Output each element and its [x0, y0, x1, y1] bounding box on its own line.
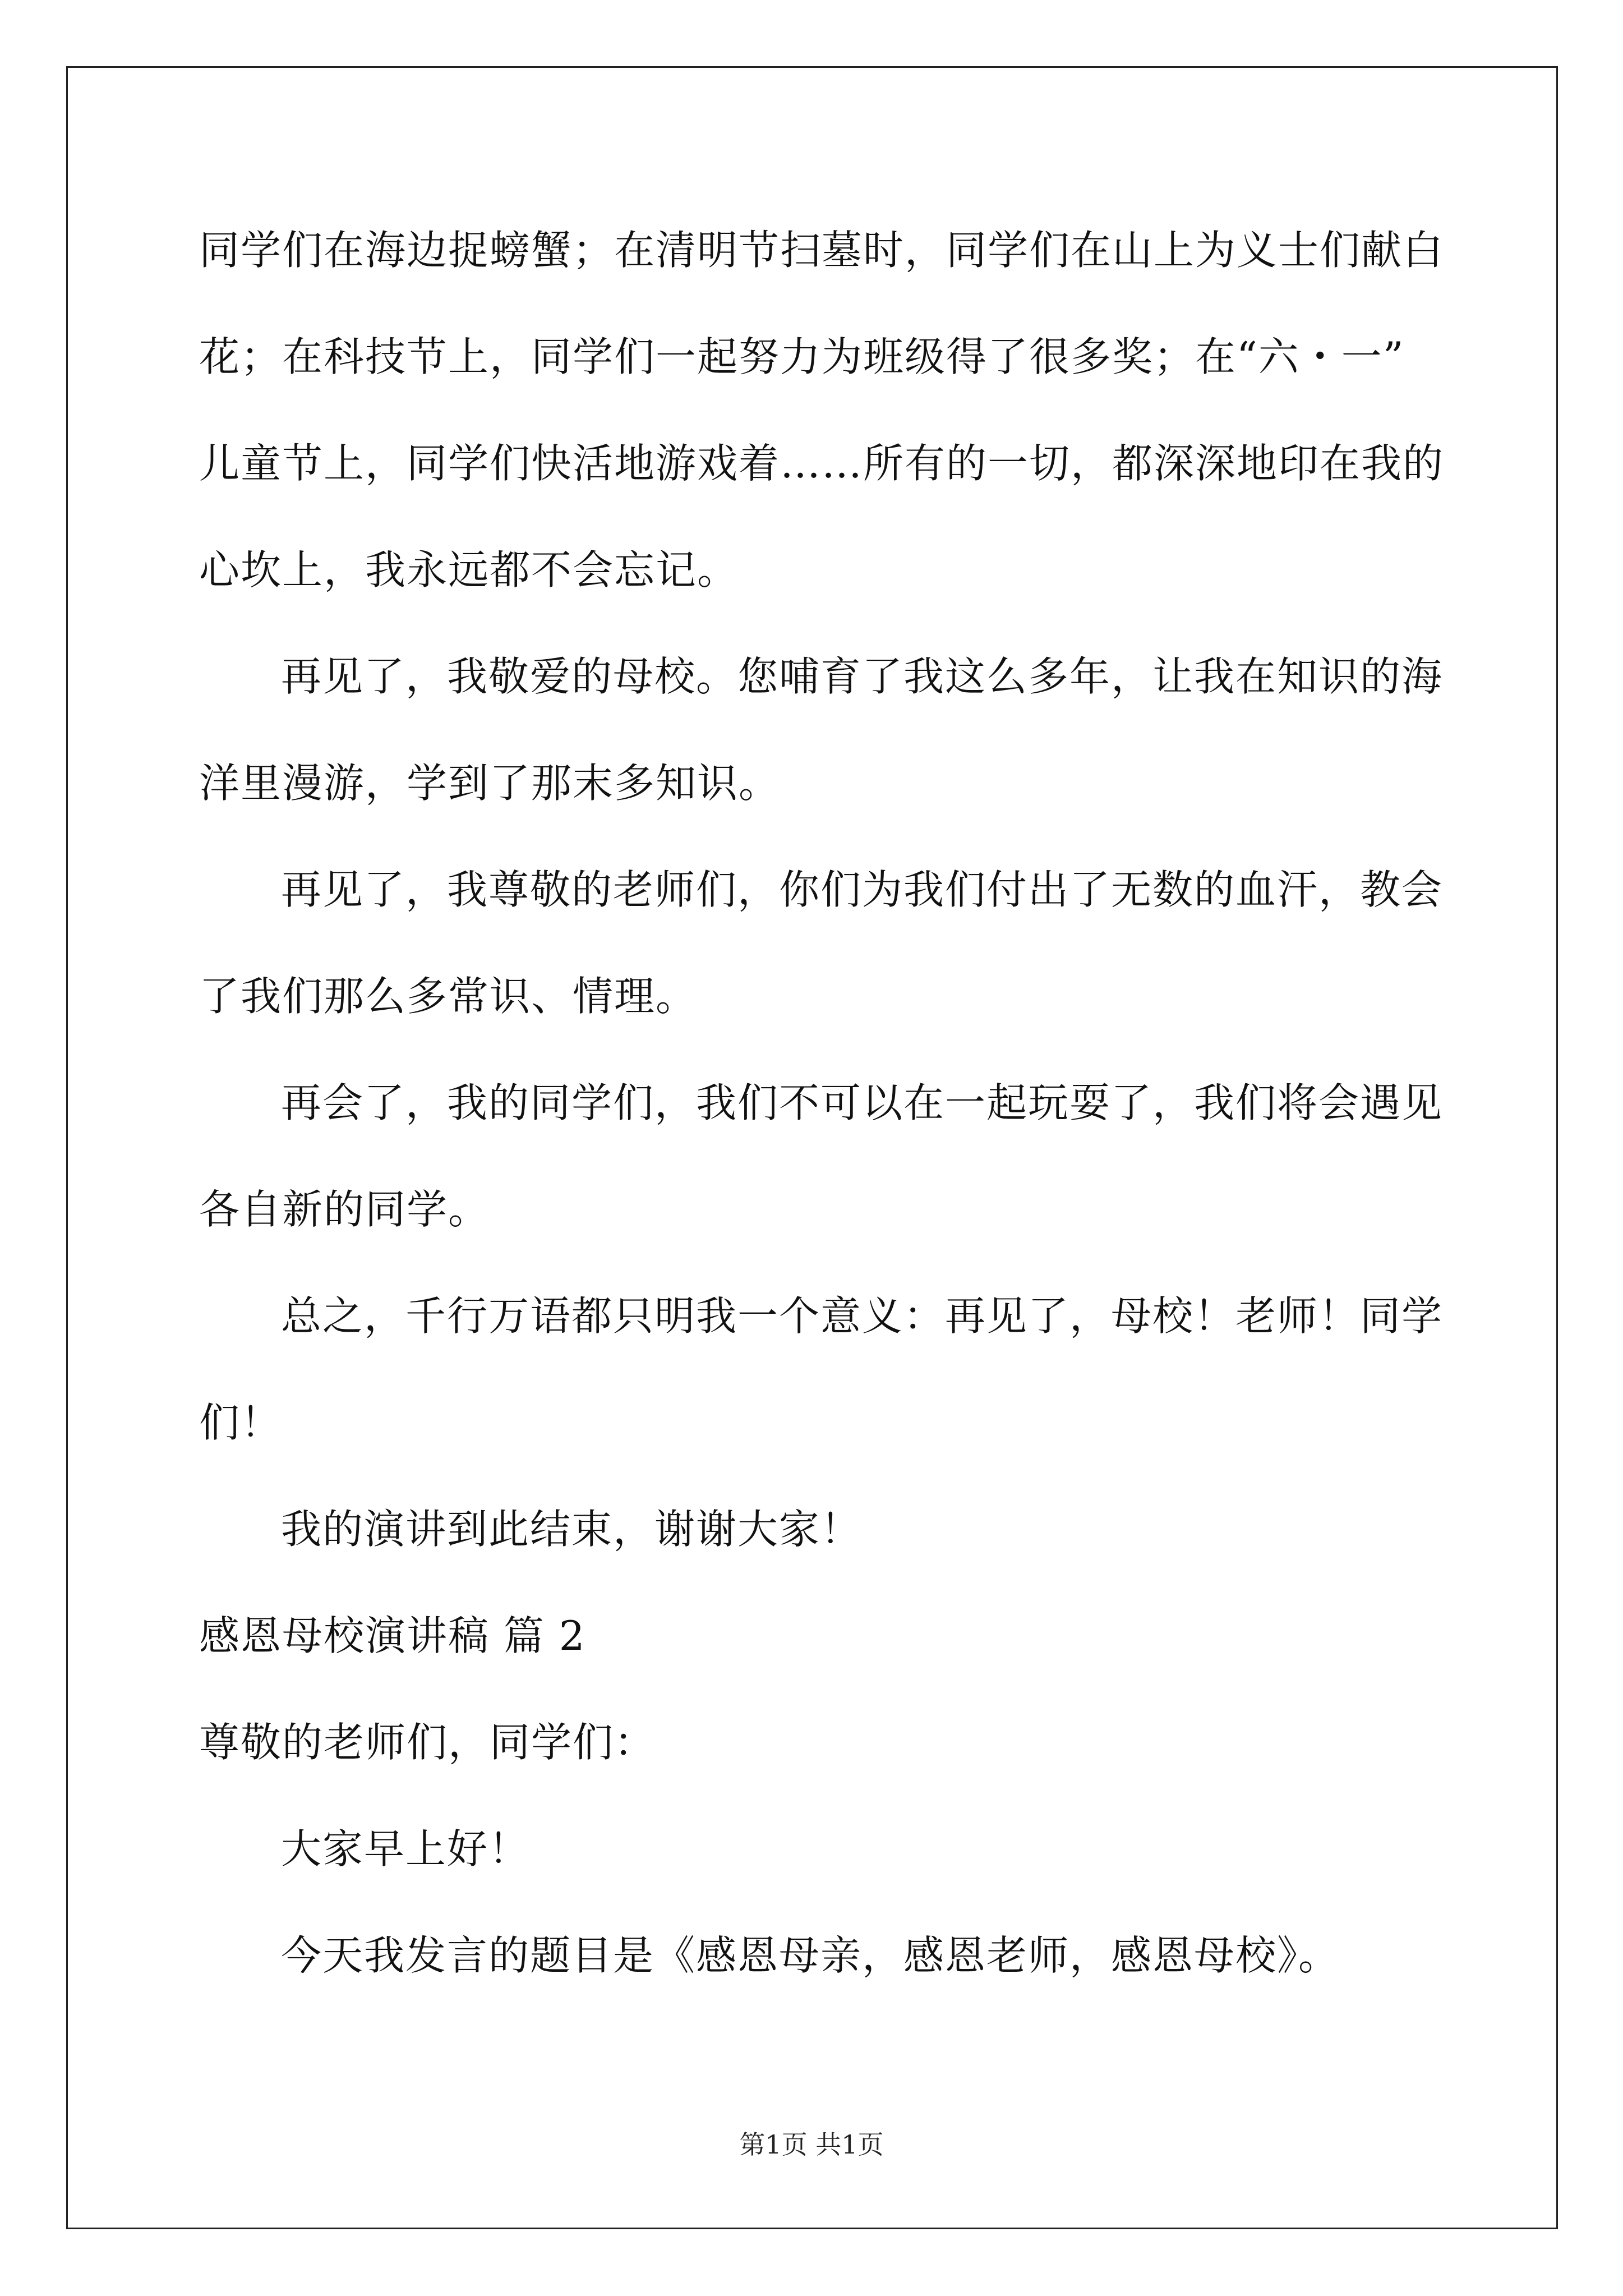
paragraph-line: 同学们在海边捉螃蟹；在清明节扫墓时，同学们在山上为义士们献白 [199, 227, 1445, 274]
paragraph-line: 再会了，我的同学们，我们不可以在一起玩耍了，我们将会遇见 [281, 1079, 1444, 1126]
paragraph-line: 再见了，我敬爱的母校。您哺育了我这么多年，让我在知识的海 [281, 653, 1444, 700]
paragraph-line: 心坎上，我永远都不会忘记。 [199, 546, 739, 593]
paragraph-line: 再见了，我尊敬的老师们，你们为我们付出了无数的血汗，教会 [281, 866, 1444, 913]
paragraph-line: 花；在科技节上，同学们一起努力为班级得了很多奖；在“六・一” [199, 333, 1405, 380]
paragraph-line: 今天我发言的题目是《感恩母亲，感恩老师，感恩母校》。 [281, 1932, 1340, 1979]
paragraph-line: 们！ [199, 1399, 283, 1446]
paragraph-line: 总之，千行万语都只明我一个意义：再见了，母校！老师！同学 [281, 1292, 1444, 1340]
paragraph-line: 了我们那么多常识、情理。 [199, 973, 698, 1020]
paragraph-line: 大家早上好！ [281, 1825, 531, 1872]
paragraph-line: 儿童节上，同学们快活地游戏着……所有的一切，都深深地印在我的 [199, 440, 1445, 487]
section-heading: 感恩母校演讲稿 篇 2 [199, 1612, 586, 1659]
page-border [66, 66, 1558, 2229]
paragraph-line: 我的演讲到此结束，谢谢大家！ [281, 1506, 863, 1553]
page-footer: 第1页 共1页 [739, 2129, 884, 2160]
salutation-line: 尊敬的老师们，同学们： [199, 1719, 656, 1766]
paragraph-line: 各自新的同学。 [199, 1186, 490, 1233]
paragraph-line: 洋里漫游，学到了那末多知识。 [199, 760, 781, 807]
